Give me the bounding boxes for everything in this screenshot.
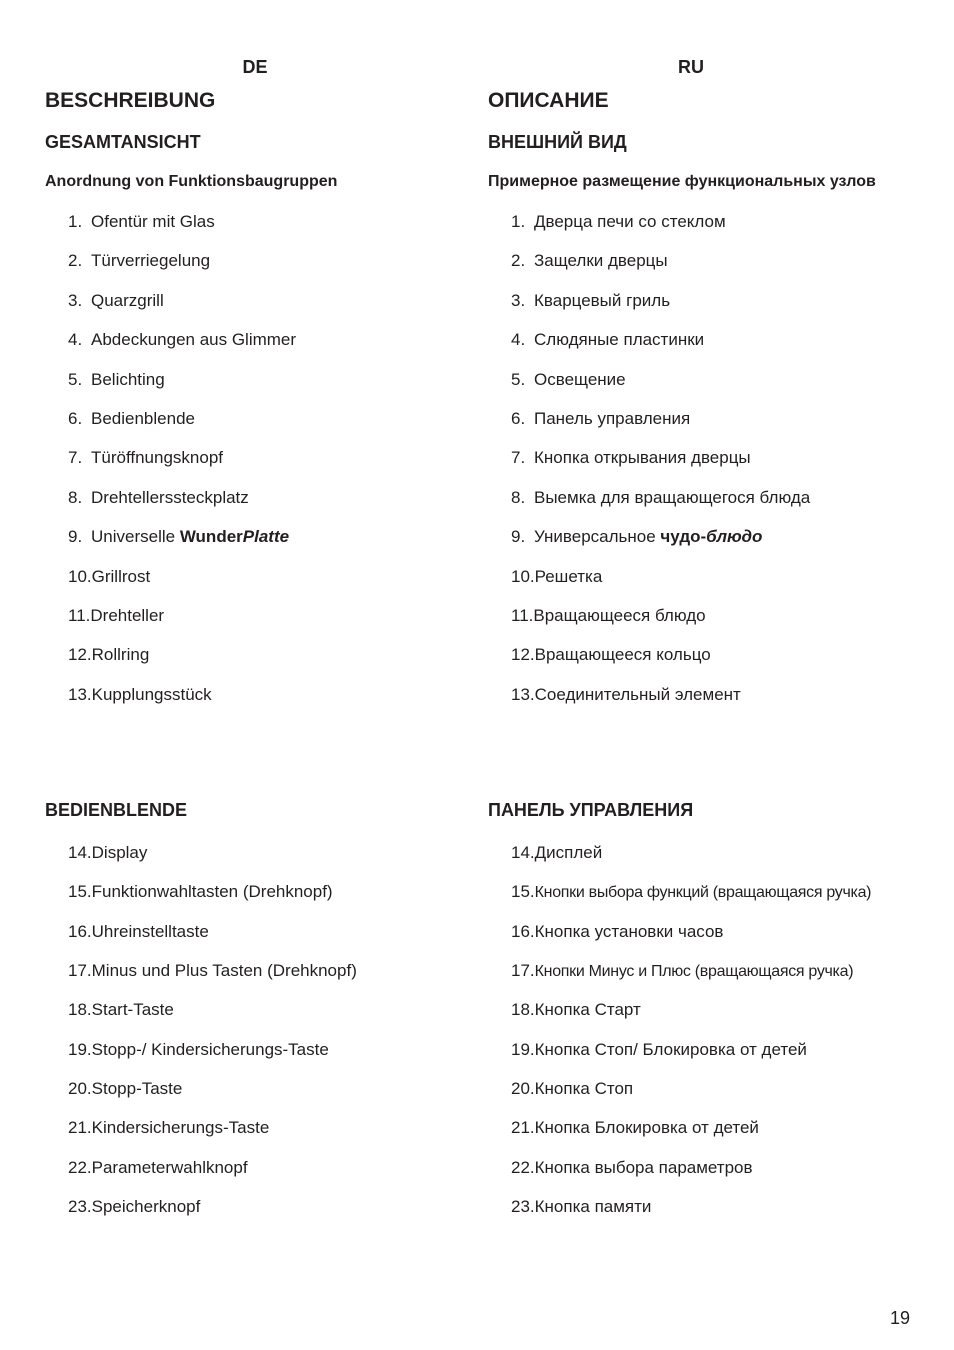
section-subtitle: ВНЕШНИЙ ВИД: [488, 132, 627, 152]
list-item: [511, 841, 871, 880]
list-item: [68, 407, 296, 446]
item-number: 13.: [511, 684, 535, 704]
item-number: 12.: [511, 645, 535, 665]
item-number: 23.: [511, 1197, 535, 1217]
item-number: 11.: [68, 605, 91, 625]
list-item: [511, 289, 810, 328]
item-text: Кварцевый гриль: [534, 290, 671, 310]
list-item: [68, 486, 296, 525]
item-text: Кнопки Минус и Плюс (вращающаяся ручка): [534, 963, 854, 981]
item-number: 10.: [511, 566, 535, 586]
item-text: Minus und Plus Tasten (Drehknopf): [91, 961, 357, 981]
item-number: 13.: [68, 684, 92, 704]
control-list: [511, 841, 871, 1234]
item-number: 8.: [68, 487, 83, 507]
brand-name-italic: Platte: [242, 527, 290, 547]
list-item: [68, 1038, 357, 1077]
item-text: Stopp-/ Kindersicherungs-Taste: [91, 1039, 329, 1059]
item-text: Display: [91, 843, 148, 862]
item-text: Belichting: [91, 369, 165, 389]
item-text: Parameterwahlknopf: [91, 1157, 248, 1177]
list-item: [511, 998, 871, 1037]
item-number: 17.: [511, 961, 535, 981]
item-number: 9.: [68, 527, 83, 547]
list-item: [68, 959, 357, 998]
item-text: Universelle: [91, 527, 180, 547]
item-text: Stopp-Taste: [91, 1079, 183, 1099]
item-text: Кнопки выбора функций (вращающаяся ручка): [534, 884, 872, 902]
item-number: 10.: [68, 566, 92, 586]
list-item: [68, 328, 296, 367]
item-number: 2.: [68, 251, 83, 271]
section-title: BESCHREIBUNG: [45, 89, 216, 112]
item-text: Quarzgrill: [91, 290, 164, 310]
item-text: Решетка: [534, 566, 603, 586]
item-text: Защелки дверцы: [534, 251, 668, 271]
item-number: 15.: [68, 882, 92, 902]
item-number: 16.: [511, 921, 535, 941]
item-number: 23.: [68, 1197, 92, 1217]
item-number: 19.: [68, 1039, 92, 1059]
list-item: [511, 643, 810, 682]
list-item: [68, 880, 357, 919]
item-text: Rollring: [91, 645, 150, 665]
item-text: Uhreinstelltaste: [91, 921, 209, 941]
item-text: Türöffnungsknopf: [91, 448, 223, 468]
item-number: 3.: [511, 290, 526, 310]
list-item: [511, 249, 810, 288]
control-list: [68, 841, 357, 1234]
list-item: [511, 1195, 871, 1234]
list-item: [511, 210, 810, 249]
item-number: 20.: [511, 1079, 535, 1099]
item-number: 4.: [68, 330, 83, 350]
caption: Примерное размещение функциональных узлов: [488, 173, 876, 190]
item-text: Соединительный элемент: [534, 684, 741, 704]
item-text: Start-Taste: [91, 1000, 174, 1020]
item-text: Кнопка выбора параметров: [534, 1157, 753, 1177]
item-number: 5.: [68, 369, 83, 389]
item-number: 6.: [511, 408, 526, 428]
brand-name-bold: чудо-: [660, 527, 707, 547]
item-text: Grillrost: [91, 566, 151, 586]
list-item: [511, 565, 810, 604]
list-item: [68, 1156, 357, 1195]
list-item: [511, 446, 810, 485]
item-text: Ofentür mit Glas: [91, 212, 215, 231]
list-item: [68, 683, 296, 722]
item-number: 16.: [68, 921, 92, 941]
item-number: 14.: [511, 843, 535, 862]
list-item: [68, 1195, 357, 1234]
item-number: 8.: [511, 487, 526, 507]
list-item: [511, 368, 810, 407]
item-text: Универсальное: [534, 527, 661, 547]
component-list: [68, 210, 296, 722]
item-number: 7.: [68, 448, 83, 468]
item-number: 12.: [68, 645, 92, 665]
section-subtitle: GESAMTANSICHT: [45, 132, 201, 152]
item-number: 1.: [511, 212, 526, 231]
item-number: 19.: [511, 1039, 535, 1059]
item-text: Кнопка Блокировка от детей: [534, 1118, 759, 1138]
list-item: [68, 841, 357, 880]
item-text: Вращающееся блюдо: [533, 605, 706, 625]
list-item: [511, 683, 810, 722]
item-number: 18.: [511, 1000, 535, 1020]
item-number: 14.: [68, 843, 92, 862]
brand-name-bold: Wunder: [179, 527, 243, 547]
item-number: 22.: [68, 1157, 92, 1177]
item-number: 11.: [511, 605, 534, 625]
language-label: DE: [242, 57, 268, 77]
item-number: 1.: [68, 212, 83, 231]
list-item: [68, 446, 296, 485]
list-item: [511, 1156, 871, 1195]
item-text: Кнопка Старт: [534, 1000, 641, 1020]
list-item: [68, 643, 296, 682]
item-text: Кнопка открывания дверцы: [534, 448, 751, 468]
list-item: [511, 920, 871, 959]
control-panel-heading: BEDIENBLENDE: [45, 800, 188, 820]
item-text: Панель управления: [534, 408, 691, 428]
item-number: 2.: [511, 251, 526, 271]
item-text: Bedienblende: [91, 408, 195, 428]
item-number: 21.: [68, 1118, 92, 1138]
item-number: 18.: [68, 1000, 92, 1020]
list-item: [511, 880, 871, 919]
item-number: 7.: [511, 448, 526, 468]
item-number: 20.: [68, 1079, 92, 1099]
item-text: Drehteller: [90, 605, 165, 625]
item-text: Abdeckungen aus Glimmer: [91, 330, 297, 350]
language-label: RU: [678, 57, 704, 77]
section-title: ОПИСАНИЕ: [488, 89, 609, 112]
list-item: [68, 368, 296, 407]
list-item: [68, 249, 296, 288]
list-item: [511, 604, 810, 643]
list-item: [68, 525, 296, 564]
list-item: [511, 407, 810, 446]
list-item: [511, 959, 871, 998]
component-list: [511, 210, 810, 722]
item-text: Дверца печи со стеклом: [534, 212, 726, 231]
list-item: [511, 525, 810, 564]
item-text: Кнопка памяти: [534, 1197, 652, 1217]
item-text: Освещение: [534, 369, 626, 389]
item-number: 21.: [511, 1118, 535, 1138]
item-number: 15.: [511, 882, 535, 902]
item-text: Слюдяные пластинки: [534, 330, 705, 350]
page-number: 19: [890, 1308, 911, 1328]
item-number: 6.: [68, 408, 83, 428]
item-text: Kupplungsstück: [91, 684, 212, 704]
item-number: 22.: [511, 1157, 535, 1177]
caption: Anordnung von Funktionsbaugruppen: [45, 173, 338, 190]
list-item: [68, 289, 296, 328]
item-number: 3.: [68, 290, 83, 310]
item-text: Funktionwahltasten (Drehknopf): [91, 882, 333, 902]
list-item: [511, 1038, 871, 1077]
list-item: [68, 210, 296, 249]
list-item: [68, 1116, 357, 1155]
brand-name-italic: блюдо: [706, 527, 763, 547]
item-number: 4.: [511, 330, 526, 350]
item-text: Выемка для вращающегося блюда: [534, 487, 811, 507]
list-item: [68, 604, 296, 643]
item-text: Drehtellerssteckplatz: [91, 487, 249, 507]
item-text: Кнопка Стоп/ Блокировка от детей: [534, 1039, 807, 1059]
list-item: [511, 486, 810, 525]
list-item: [68, 920, 357, 959]
item-text: Кнопка Стоп: [534, 1079, 634, 1099]
control-panel-heading: ПАНЕЛЬ УПРАВЛЕНИЯ: [488, 800, 694, 820]
item-text: Speicherknopf: [91, 1197, 201, 1217]
item-text: Кнопка установки часов: [534, 921, 724, 941]
item-text: Вращающееся кольцо: [534, 645, 711, 665]
list-item: [68, 998, 357, 1037]
item-text: Дисплей: [534, 843, 603, 862]
list-item: [511, 328, 810, 367]
item-number: 17.: [68, 961, 92, 981]
item-text: Türverriegelung: [91, 251, 211, 271]
list-item: [68, 1077, 357, 1116]
list-item: [511, 1077, 871, 1116]
list-item: [511, 1116, 871, 1155]
list-item: [68, 565, 296, 604]
item-text: Kindersicherungs-Taste: [91, 1118, 270, 1138]
item-number: 9.: [511, 527, 526, 547]
item-number: 5.: [511, 369, 526, 389]
